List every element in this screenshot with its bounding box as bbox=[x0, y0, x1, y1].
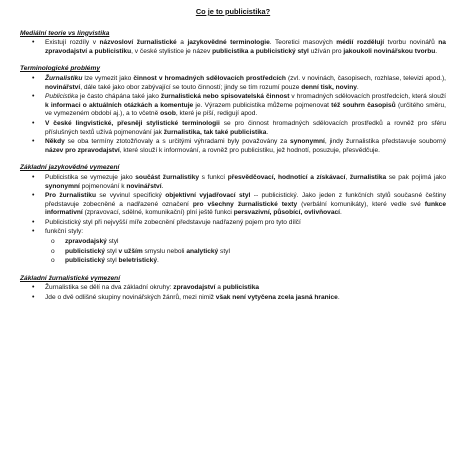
text-run: , bbox=[345, 173, 350, 181]
bullet-item bbox=[45, 39, 446, 56]
text-run: je často chápána také jako bbox=[77, 93, 161, 101]
bullet-list bbox=[20, 39, 446, 56]
text-run: a bbox=[176, 39, 188, 47]
text-run: publicistický bbox=[65, 257, 105, 265]
text-run: žurnalistika, tak také publicistika bbox=[163, 128, 267, 136]
bullet-list bbox=[20, 284, 446, 302]
text-run: se pak pojímá jako bbox=[386, 173, 446, 181]
text-run: v užším bbox=[118, 247, 143, 255]
text-run: zpravodajský bbox=[65, 238, 107, 246]
text-run: jakoukoli novinářskou tvorbu bbox=[343, 47, 436, 55]
text-run: Žurnalistiku bbox=[45, 74, 83, 82]
text-run: s funkcí bbox=[199, 173, 228, 181]
text-run: V české lingvistické, přesněji stylistické terminologii bbox=[45, 119, 220, 127]
text-run: je. Výrazem publicistika můžeme pojmenovat bbox=[193, 101, 332, 109]
text-run: Publicistický styl při nejvyšší míře zobecnění představuje nadřazený pojem pro tyto dílčí bbox=[45, 218, 301, 226]
text-run: , které slouží k informování, a rovněž pro publicistiku, jež hodnotí, posuzuje, přesvědčuje. bbox=[119, 146, 380, 154]
document-body bbox=[20, 30, 446, 303]
text-run: , v české stylistice je název bbox=[131, 47, 213, 55]
section bbox=[20, 30, 446, 57]
bullet-item bbox=[45, 294, 446, 303]
section-heading: Základní jazykovědné vymezení bbox=[20, 164, 120, 172]
bullet-list bbox=[20, 174, 446, 266]
text-run: osob bbox=[160, 110, 176, 118]
text-run: . bbox=[356, 83, 359, 91]
text-run: . bbox=[337, 294, 340, 302]
text-run: styl bbox=[104, 247, 119, 255]
text-run: , dále také jako obor zabývající se touto činností; jindy se tím rozumí pouze bbox=[80, 83, 302, 91]
text-run: se vyvinul specifický bbox=[96, 192, 166, 200]
text-run: . bbox=[435, 47, 438, 55]
text-run: médií rozdělují bbox=[336, 39, 385, 47]
text-run: na zpravodajství a publicistiku bbox=[45, 39, 446, 55]
text-run: denní tisk, noviny bbox=[301, 83, 357, 91]
text-run: styl bbox=[104, 257, 119, 265]
text-run: (verbální komunikáty), které vedle své bbox=[297, 200, 425, 208]
section bbox=[20, 164, 446, 266]
text-run: -- publicistický. Jako jeden z funkčních stylů současné češtiny představuje zobecněné a nadřazené označení bbox=[45, 192, 447, 208]
text-run: synonymní bbox=[290, 138, 325, 146]
bullet-item bbox=[45, 138, 446, 155]
text-run: publicistický bbox=[65, 247, 105, 255]
text-run: styl bbox=[218, 247, 230, 255]
bullet-item bbox=[45, 219, 446, 228]
text-run: persvazivní, působící, ovlivňovací bbox=[233, 209, 341, 217]
bullet-item bbox=[45, 228, 446, 265]
text-run: v hromadných sdělovacích prostředcích, která slouží bbox=[289, 93, 446, 101]
text-run: se oba termíny ztotožňovaly a s určitými výhradami byly považovány za bbox=[64, 138, 291, 146]
text-run: však není vytyčena zcela jasná hranice bbox=[215, 294, 338, 302]
text-run: (zpravovací, sdělné, komunikační) plní ještě funkci bbox=[82, 209, 234, 217]
text-run: užíván pro bbox=[308, 47, 344, 55]
text-run: novinářství bbox=[45, 83, 81, 91]
text-run: funkční styly: bbox=[45, 228, 84, 236]
text-run: synonymní bbox=[45, 182, 80, 190]
bullet-list bbox=[20, 75, 446, 155]
bullet-item bbox=[45, 120, 446, 137]
text-run: pro všechny žurnalistické texty bbox=[192, 200, 298, 208]
text-run: . bbox=[157, 257, 159, 265]
text-run: (určitého směru, ve vymezeném období aj.), a to včetně bbox=[45, 101, 446, 118]
text-run: . bbox=[161, 182, 164, 190]
text-run: . Teoretici masových bbox=[269, 39, 337, 47]
text-run: , jindy žurnalistika představuje souborný bbox=[324, 138, 447, 146]
text-run: novinářství bbox=[126, 182, 162, 190]
text-run: Žurnalistika se dělí na dva základní okruhy: bbox=[45, 284, 174, 292]
text-run: činnost v hromadných sdělovacích prostředcích bbox=[133, 74, 286, 82]
text-run: též souhrn časopisů bbox=[331, 101, 396, 109]
text-run: publicistika bbox=[222, 284, 260, 292]
bullet-item bbox=[45, 284, 446, 293]
section-heading: Základní žurnalistické vymezení bbox=[20, 274, 121, 282]
text-run: součást žurnalistiky bbox=[135, 173, 200, 181]
section-heading: Mediální teorie vs lingvistika bbox=[20, 29, 110, 37]
bullet-item bbox=[45, 192, 446, 218]
text-run: se pro činnost hromadných sdělovacích prostředků a rovněž pro sféru příslušných textů užívá pojmenování jak bbox=[45, 119, 446, 136]
sub-bullet-list bbox=[45, 238, 446, 266]
text-run: smyslu neboli bbox=[142, 247, 187, 255]
sub-bullet-item bbox=[65, 238, 446, 247]
text-run: objektivní vyjadřovací styl bbox=[165, 192, 251, 200]
text-run: . bbox=[266, 128, 269, 136]
text-run: Publicistika se vymezuje jako bbox=[45, 173, 136, 181]
text-run: žurnalistické bbox=[136, 39, 177, 47]
sub-bullet-item bbox=[65, 257, 446, 266]
text-run: funkce informativní bbox=[45, 200, 446, 217]
bullet-item bbox=[45, 75, 446, 92]
text-run: beletristický bbox=[118, 257, 157, 265]
section-heading: Terminologické problémy bbox=[20, 65, 100, 73]
text-run: . bbox=[340, 209, 342, 217]
text-run: název pro zpravodajství bbox=[45, 146, 120, 154]
text-run: , které je píší, redigují apod. bbox=[175, 110, 258, 118]
text-run: názvosloví bbox=[99, 39, 134, 47]
text-run: Někdy bbox=[45, 138, 65, 146]
text-run: tvorbu novinářů bbox=[384, 39, 439, 47]
text-run: Pro žurnalistiku bbox=[45, 192, 97, 200]
bullet-item bbox=[45, 93, 446, 119]
text-run: styl bbox=[106, 238, 119, 246]
text-run: (zvl. v novinách, časopisech, rozhlase, televizi apod.), bbox=[285, 74, 447, 82]
text-run: a bbox=[215, 284, 223, 292]
document-title: Co je to publicistika? bbox=[195, 7, 271, 16]
text-run: přesvědčovací, hodnotící a získávací bbox=[227, 173, 346, 181]
sub-bullet-item bbox=[65, 248, 446, 257]
text-run: zpravodajství bbox=[173, 284, 216, 292]
text-run: Publicistika bbox=[45, 93, 78, 101]
text-run: jazykovědné terminologie bbox=[187, 39, 270, 47]
text-run: lze vymezit jako bbox=[82, 74, 134, 82]
text-run: Jde o dvě odlišné skupiny novinářských žánrů, mezi nimiž bbox=[45, 294, 216, 302]
text-run: analytický bbox=[186, 247, 219, 255]
text-run bbox=[45, 75, 82, 82]
text-run: pojmenování k bbox=[79, 182, 127, 190]
section bbox=[20, 275, 446, 303]
text-run: žurnalistika bbox=[349, 173, 387, 181]
section bbox=[20, 65, 446, 155]
bullet-item bbox=[45, 174, 446, 191]
text-run: k informaci o aktuálních otázkách a komentuje bbox=[45, 101, 194, 109]
text-run: Existují rozdíly v bbox=[45, 39, 100, 47]
text-run: publicistika a publicistický styl bbox=[212, 47, 309, 55]
text-run: žurnalistická nebo spisovatelská činnost bbox=[160, 93, 290, 101]
